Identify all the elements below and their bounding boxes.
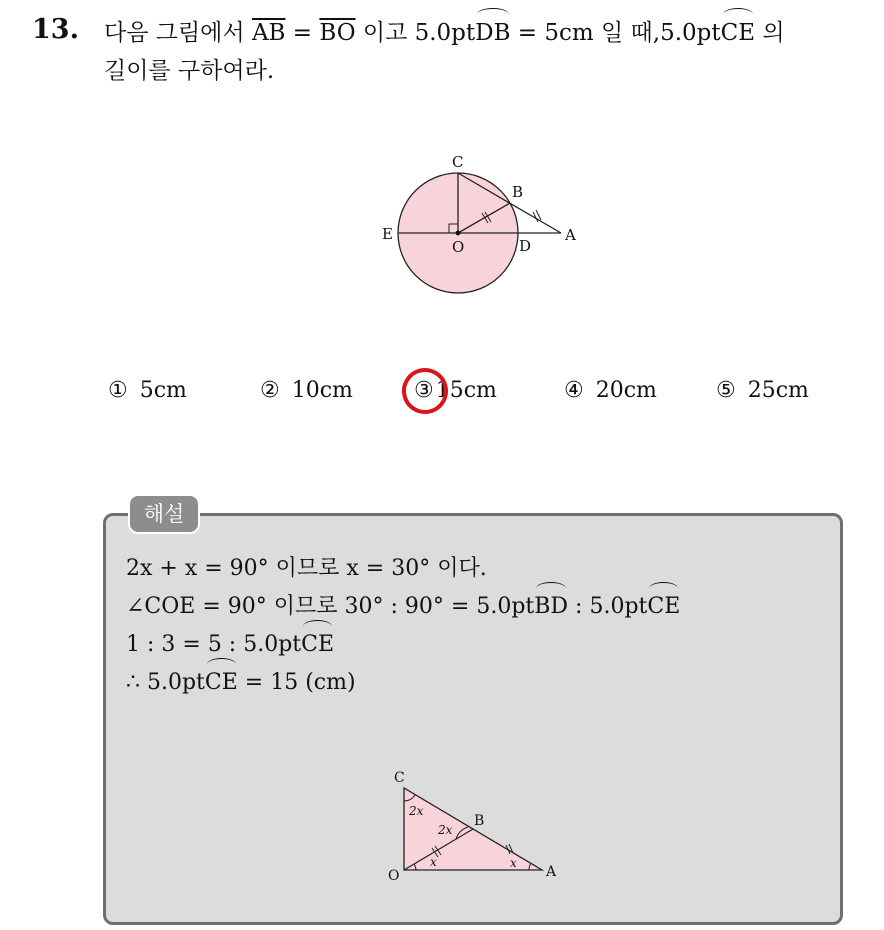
center-dot [456, 231, 461, 236]
choice-2-text: 10cm [291, 378, 353, 403]
choice-1-mark: ① [108, 378, 128, 403]
label-e: E [382, 225, 393, 243]
question-text-line2: 길이를 구하여라. [104, 58, 275, 84]
question-text [104, 14, 864, 90]
choice-2-mark: ② [260, 378, 280, 403]
solution-line-1: 2x + x = 90° 이므로 x = 30° 이다. [126, 556, 487, 581]
choice-3-text: 15cm [435, 378, 497, 403]
label-o: O [388, 868, 400, 884]
arc-ce: CE [721, 14, 755, 52]
solution-line-4-part: = 15 (cm) [237, 670, 356, 695]
choice-4[interactable] [564, 378, 657, 403]
label-a: A [546, 864, 557, 880]
label-a: A [565, 226, 576, 244]
choice-5[interactable] [716, 378, 809, 403]
label-b: B [512, 183, 524, 201]
label-b: B [474, 813, 485, 829]
solution-text [126, 550, 680, 702]
question-text-part: 의 [755, 20, 785, 46]
choice-3-mark: ③ [414, 378, 434, 403]
angle-label-o: x [430, 855, 437, 869]
solution-line-2 [126, 588, 680, 626]
answer-circle-mark [398, 364, 453, 419]
question-text-part: 이고 5.0pt [355, 20, 476, 46]
label-c: C [452, 153, 464, 171]
question-text-part: = 5cm 일 때,5.0pt [510, 20, 721, 46]
triangle-figure [382, 768, 572, 888]
choice-1[interactable] [108, 378, 187, 403]
segment-ab: $\overline{AB}$ [251, 20, 286, 46]
arc-ce: CE [205, 664, 238, 702]
arc-ce: CE [647, 588, 680, 626]
arc-db: DB [475, 14, 510, 52]
choice-5-text: 25cm [747, 378, 809, 403]
choice-4-text: 20cm [595, 378, 657, 403]
answer-choices [108, 378, 828, 412]
choice-5-mark: ⑤ [716, 378, 736, 403]
choice-3[interactable] [414, 378, 497, 403]
solution-line-4-part: ∴ 5.0pt [126, 670, 205, 695]
arc-ce: CE [301, 626, 334, 664]
choice-2[interactable] [260, 378, 353, 403]
label-c: C [394, 770, 405, 786]
solution-tag: 해설 [128, 494, 200, 534]
solution-line-2-part: ∠COE = 90° 이므로 30° : 90° = 5.0pt [126, 594, 535, 619]
solution-line-3 [126, 626, 680, 664]
segment-bo: $\overline{BO}$ [319, 20, 356, 46]
solution-line-2-part: : 5.0pt [568, 594, 648, 619]
circle-figure [378, 150, 588, 300]
arc-bd: BD [534, 588, 568, 626]
equals-sign: = [285, 20, 320, 46]
question-number: 13. [32, 14, 79, 45]
angle-label-a: x [510, 856, 517, 870]
choice-1-text: 5cm [139, 378, 187, 403]
label-d: D [519, 237, 532, 255]
angle-label-b: 2x [438, 823, 453, 837]
question-text-part: 다음 그림에서 [104, 20, 252, 46]
solution-line-4 [126, 664, 680, 702]
label-o: O [452, 238, 465, 256]
angle-label-c: 2x [409, 804, 424, 818]
choice-4-mark: ④ [564, 378, 584, 403]
solution-line-3-part: 1 : 3 = 5 : 5.0pt [126, 632, 302, 657]
